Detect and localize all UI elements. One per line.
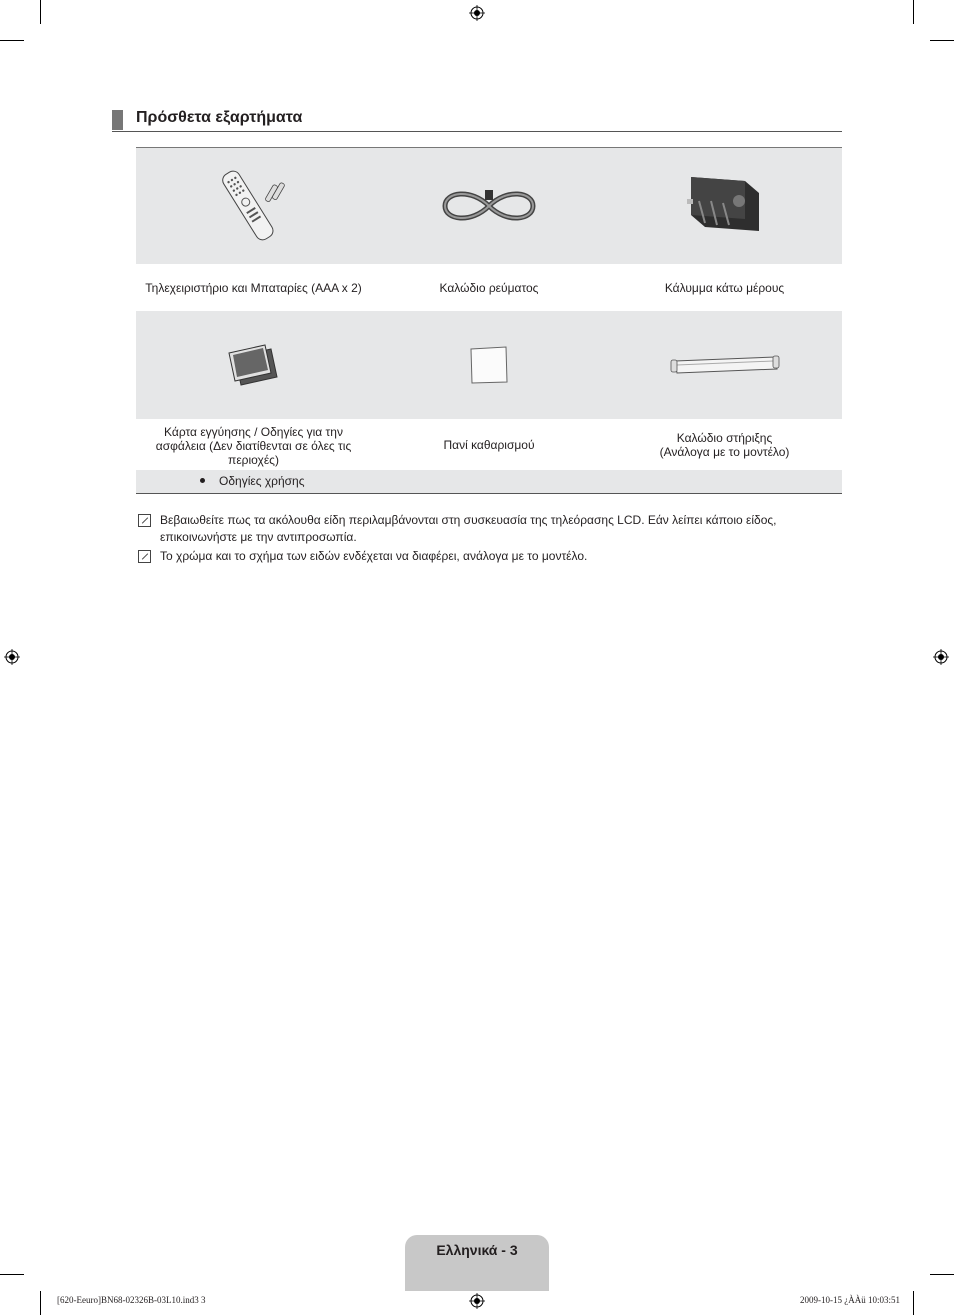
crop-mark: [913, 1291, 914, 1315]
bottom-cover-icon: [685, 173, 765, 239]
accessory-caption-cleaning-cloth: Πανί καθαρισμού: [443, 438, 535, 452]
registration-mark-icon: [4, 649, 20, 665]
section-title: Πρόσθετα εξαρτήματα: [136, 109, 303, 126]
bullet-item-manual: Οδηγίες χρήσης: [219, 474, 305, 488]
accessory-caption-remote: Τηλεχειριστήριο και Μπαταρίες (AAA x 2): [145, 281, 362, 295]
section-marker: [112, 110, 123, 130]
accessory-image-holder-wire: [607, 311, 842, 419]
crop-mark: [40, 0, 41, 24]
accessory-caption-power-cord: Καλώδιο ρεύματος: [439, 281, 539, 295]
note-text: [160, 548, 820, 565]
note-line: Βεβαιωθείτε πως τα ακόλουθα είδη περιλαμβάνονται στη συσκευασία της τηλεόρασης LCD. Εάν λείπει κάποιο είδος,: [160, 513, 777, 527]
accessory-image-power-cord: [371, 148, 607, 264]
caption-line: ασφάλεια (Δεν διατίθενται σε όλες τις: [155, 439, 352, 453]
registration-mark-icon: [469, 1293, 485, 1309]
note-line: Το χρώμα και το σχήμα των ειδών ενδέχεται να διαφέρει, ανάλογα με το μοντέλο.: [160, 549, 588, 563]
crop-mark: [0, 1274, 24, 1275]
table-bottom-rule: [136, 493, 842, 494]
accessory-image-warranty-card: [136, 311, 371, 419]
accessory-caption-warranty-card: [136, 425, 371, 467]
holder-wire-icon: [669, 353, 781, 377]
caption-line: (Ανάλογα με το μοντέλο): [659, 445, 790, 459]
page-number: Ελληνικά - 3: [436, 1242, 518, 1258]
accessory-image-remote: [136, 148, 371, 264]
crop-mark: [930, 40, 954, 41]
crop-mark: [0, 40, 24, 41]
warranty-card-icon: [227, 343, 281, 387]
registration-mark-icon: [933, 649, 949, 665]
accessory-image-bottom-cover: [607, 148, 842, 264]
caption-line: Κάρτα εγγύησης / Οδηγίες για την: [164, 425, 343, 439]
slug-right: 2009-10-15 ¿ÀÀü 10:03:51: [800, 1295, 900, 1305]
note-icon: [138, 514, 151, 527]
power-cord-icon: [441, 186, 537, 226]
cleaning-cloth-icon: [468, 345, 510, 385]
bullet-icon: [200, 478, 205, 483]
remote-control-icon: [209, 166, 299, 246]
crop-mark: [40, 1291, 41, 1315]
crop-mark: [930, 1274, 954, 1275]
accessory-caption-bottom-cover: Κάλυμμα κάτω μέρους: [664, 281, 785, 295]
note-line: επικοινωνήστε με την αντιπροσωπία.: [160, 530, 357, 544]
crop-mark: [913, 0, 914, 24]
accessory-image-cleaning-cloth: [371, 311, 607, 419]
note-icon: [138, 550, 151, 563]
caption-line: περιοχές): [228, 453, 279, 467]
registration-mark-icon: [469, 5, 485, 21]
caption-line: Καλώδιο στήριξης: [676, 431, 773, 445]
slug-left: [620-Eeuro]BN68-02326B-03L10.ind3 3: [57, 1295, 206, 1305]
section-rule: [112, 131, 842, 132]
note-text: [160, 512, 820, 546]
accessory-caption-holder-wire: [607, 430, 842, 460]
